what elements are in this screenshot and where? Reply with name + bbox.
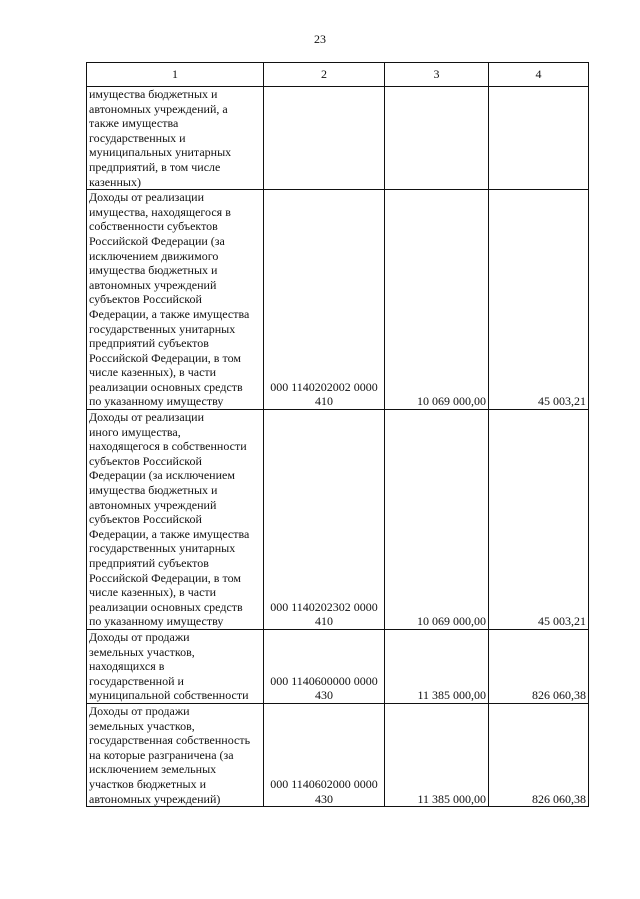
row-description-cell <box>87 190 264 410</box>
table-row <box>87 703 589 806</box>
row-code-cell <box>264 190 385 410</box>
row-fact: 45 003,21 <box>489 410 589 630</box>
row-description: имущества бюджетных и автономных учреждений, а также имущества государственных и муниципальных унитарных предприятий, в том числе казенных) <box>89 87 232 189</box>
row-code-cell <box>264 629 385 703</box>
table-header-row <box>87 63 589 87</box>
row-description: Доходы от реализации иного имущества, находящегося в собственности субъектов Российской Федерации (за исключением имущества бюджетных и автономных учреждений субъектов Российской Федерации, а также имущества государственных унитарных предприятий субъектов Российской Федерации, в том числе казенных), в части реализации основных средств по указанному имуществу <box>89 410 250 629</box>
row-plan: 10 069 000,00 <box>385 190 489 410</box>
column-header-3: 3 <box>385 63 489 87</box>
column-header-4: 4 <box>489 63 589 87</box>
table-row <box>87 629 589 703</box>
column-header-2: 2 <box>264 63 385 87</box>
row-fact: 45 003,21 <box>489 190 589 410</box>
row-plan <box>385 87 489 190</box>
row-fact <box>489 87 589 190</box>
row-fact: 826 060,38 <box>489 629 589 703</box>
row-description-cell <box>87 703 264 806</box>
page-number: 23 <box>314 32 326 46</box>
row-code: 000 1140602000 0000 430 <box>270 776 378 806</box>
row-plan: 11 385 000,00 <box>385 629 489 703</box>
row-code-cell <box>264 87 385 190</box>
row-plan: 10 069 000,00 <box>385 410 489 630</box>
row-code: 000 1140600000 0000 430 <box>270 673 378 703</box>
row-code: 000 1140202302 0000 410 <box>270 599 378 629</box>
row-description-cell <box>87 410 264 630</box>
revenue-table <box>86 62 589 807</box>
table-row <box>87 410 589 630</box>
row-code-cell <box>264 410 385 630</box>
row-code: 000 1140202002 0000 410 <box>270 379 378 409</box>
row-plan: 11 385 000,00 <box>385 703 489 806</box>
row-description: Доходы от продажи земельных участков, государственная собственность на которые разграничена (за исключением земельных участков бюджетных и автономных учреждений) <box>89 703 251 806</box>
table-row <box>87 87 589 190</box>
row-description: Доходы от продажи земельных участков, находящихся в государственной и муниципальной собственности <box>89 629 249 703</box>
row-description-cell <box>87 87 264 190</box>
row-description: Доходы от реализации имущества, находящегося в собственности субъектов Российской Федерации (за исключением движимого имущества бюджетных и автономных учреждений субъектов Российской Федерации, а также имущества государственных унитарных предприятий субъектов Российской Федерации, в том числе казенных), в части реализации основных средств по указанному имуществу <box>89 190 250 409</box>
row-fact: 826 060,38 <box>489 703 589 806</box>
table-row <box>87 190 589 410</box>
row-code-cell <box>264 703 385 806</box>
column-header-1: 1 <box>87 63 264 87</box>
row-description-cell <box>87 629 264 703</box>
